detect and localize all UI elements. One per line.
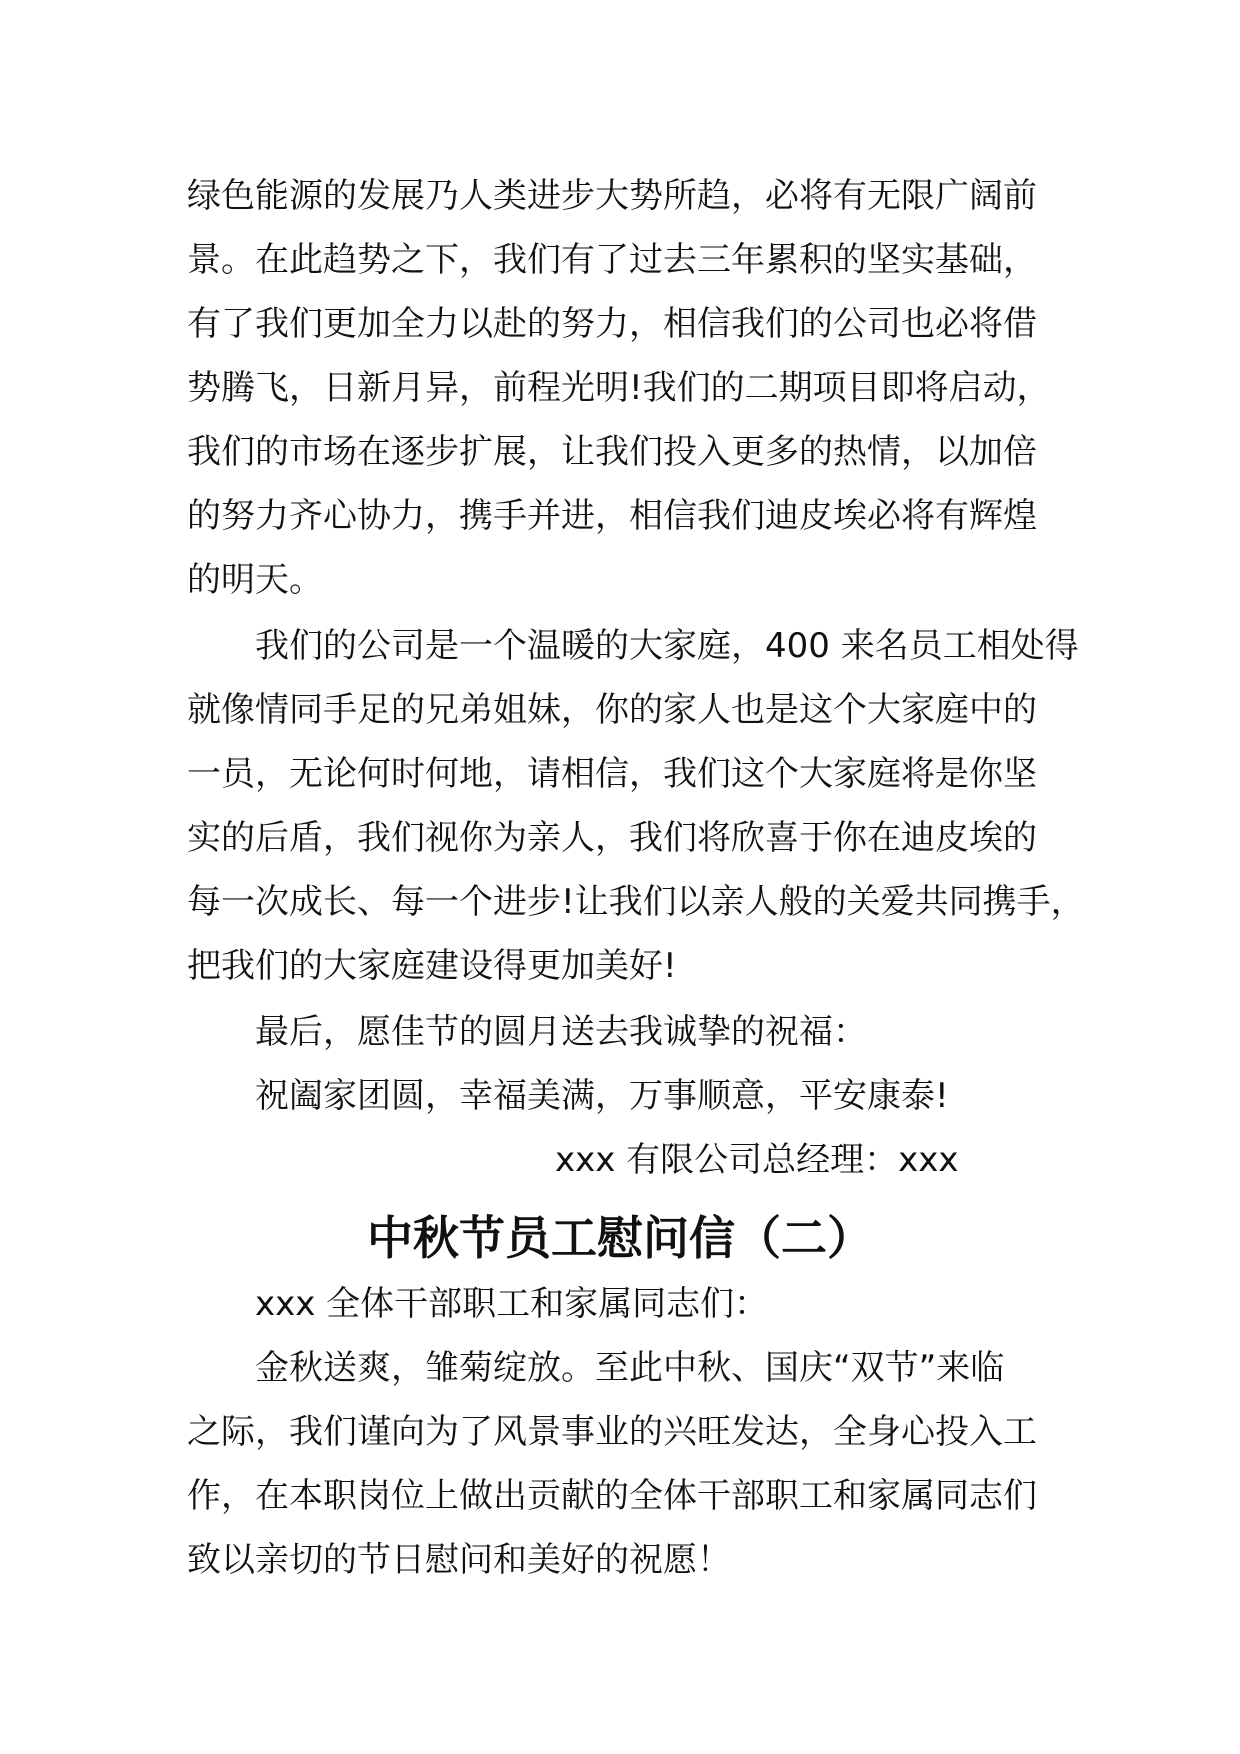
body-line: 把我们的大家庭建设得更加美好! (187, 946, 677, 986)
letter-title: 中秋节员工慰问信（二） (367, 1211, 873, 1265)
body-line: 之际，我们谨向为了风景事业的兴旺发达，全身心投入工 (187, 1412, 1037, 1452)
body-line: 就像情同手足的兄弟姐妹，你的家人也是这个大家庭中的 (187, 690, 1037, 730)
body-line: 我们的公司是一个温暖的大家庭，400 来名员工相处得 (255, 626, 1079, 666)
wishes-line: 祝阖家团圆，幸福美满，万事顺意，平安康泰! (255, 1076, 949, 1116)
closing-line: 最后，愿佳节的圆月送去我诚挚的祝福： (255, 1012, 867, 1052)
body-line: 金秋送爽，雏菊绽放。至此中秋、国庆“双节”来临 (255, 1348, 1005, 1388)
body-line: 致以亲切的节日慰问和美好的祝愿！ (187, 1540, 731, 1580)
body-line: 每一次成长、每一个进步!让我们以亲人般的关爱共同携手， (187, 882, 1085, 922)
body-line: 势腾飞，日新月异，前程光明!我们的二期项目即将启动， (187, 368, 1051, 408)
body-line: 景。在此趋势之下，我们有了过去三年累积的坚实基础， (187, 240, 1037, 280)
body-line: 的明天。 (187, 560, 323, 600)
signature: xxx 有限公司总经理：xxx (555, 1140, 959, 1180)
body-line: 我们的市场在逐步扩展，让我们投入更多的热情，以加倍 (187, 432, 1037, 472)
body-line: 一员，无论何时何地，请相信，我们这个大家庭将是你坚 (187, 754, 1037, 794)
body-line: 作，在本职岗位上做出贡献的全体干部职工和家属同志们 (187, 1476, 1037, 1516)
body-line: 有了我们更加全力以赴的努力，相信我们的公司也必将借 (187, 304, 1037, 344)
body-line: 的努力齐心协力，携手并进，相信我们迪皮埃必将有辉煌 (187, 496, 1037, 536)
body-line: 实的后盾，我们视你为亲人，我们将欣喜于你在迪皮埃的 (187, 818, 1037, 858)
salutation: xxx 全体干部职工和家属同志们： (255, 1284, 769, 1324)
body-line: 绿色能源的发展乃人类进步大势所趋，必将有无限广阔前 (187, 176, 1037, 216)
